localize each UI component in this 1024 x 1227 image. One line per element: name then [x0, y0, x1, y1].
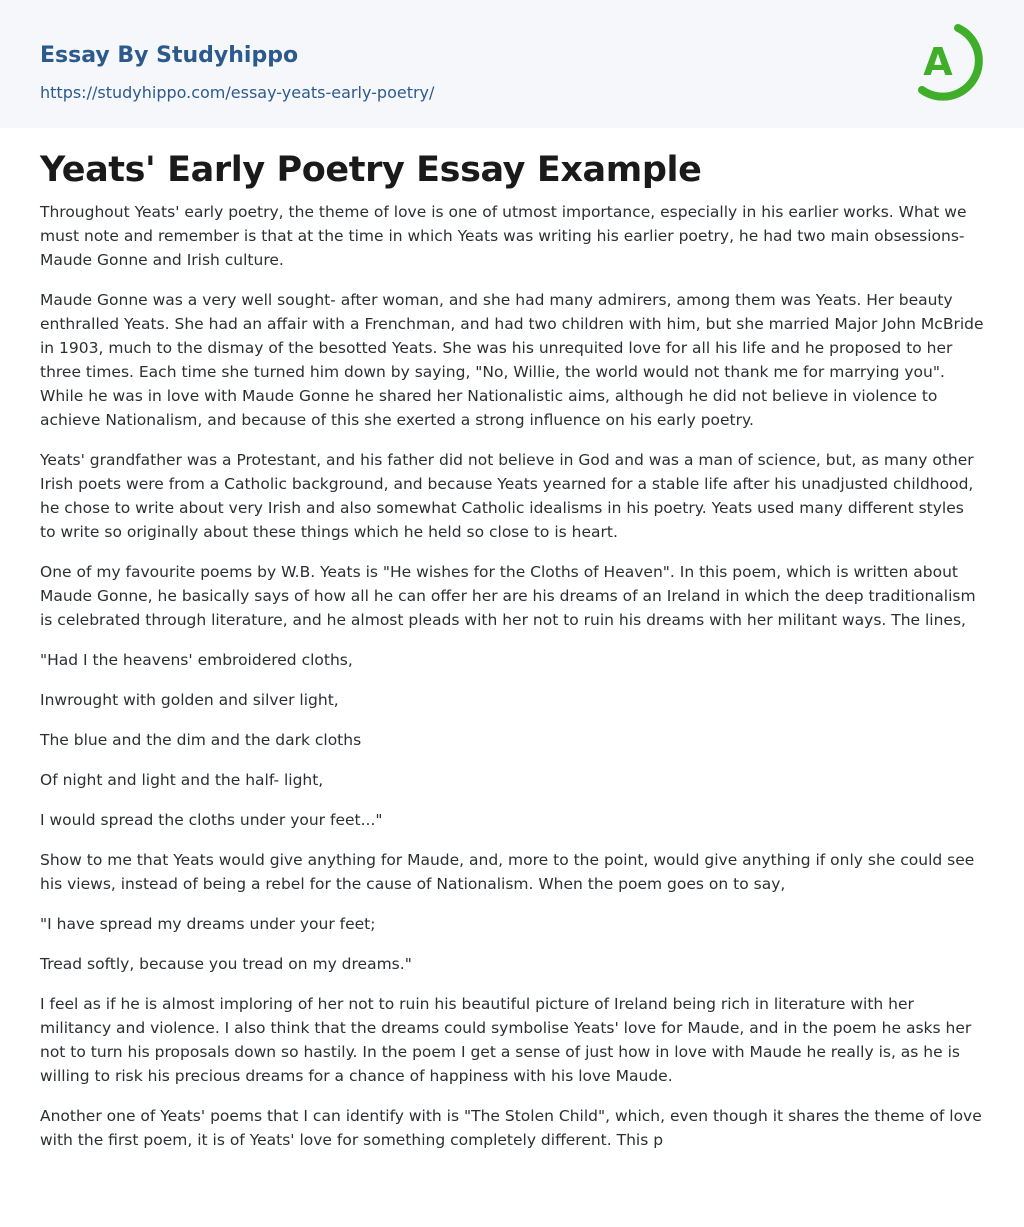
site-header: [0, 0, 1024, 128]
essay-paragraph: Maude Gonne was a very well sought- after woman, and she had many admirers, among them was Yeats. Her beauty enthralled Yeats. She had an affair with a Frenchman, and had two children with him, but she married Major John McBride in 1903, much to the dismay of the besotted Yeats. She was his unrequited love for all his life and he proposed to her three times. Each time she turned him down by saying, "No, Willie, the world would not thank me for marrying you". While he was in love with Maude Gonne he shared her Nationalistic aims, although he did not believe in violence to achieve Nationalism, and because of this she exerted a strong influence on his early poetry.: [40, 291, 984, 429]
essay-url-link[interactable]: https://studyhippo.com/essay-yeats-early-poetry/: [40, 83, 435, 102]
site-brand: Essay By Studyhippo: [40, 43, 299, 68]
poem-line: Of night and light and the half- light,: [40, 771, 324, 789]
studyhippo-logo: [912, 18, 984, 106]
poem-line: Tread softly, because you tread on my dreams.": [40, 955, 412, 973]
poem-line: The blue and the dim and the dark cloths: [40, 731, 362, 749]
poem-line: I would spread the cloths under your feet...": [40, 811, 383, 829]
essay-title: Yeats' Early Poetry Essay Example: [40, 150, 702, 190]
poem-line: Inwrought with golden and silver light,: [40, 691, 339, 709]
poem-line: "Had I the heavens' embroidered cloths,: [40, 651, 353, 669]
essay-paragraph: Show to me that Yeats would give anything for Maude, and, more to the point, would give anything if only she could see his views, instead of being a rebel for the cause of Nationalism. When the poem goes on to say,: [40, 851, 975, 893]
essay-content: [0, 128, 1024, 1152]
essay-paragraph: Yeats' grandfather was a Protestant, and his father did not believe in God and was a man of science, but, as many other Irish poets were from a Catholic background, and because Yeats yearned for a stable life after his unadjusted childhood, he chose to write about very Irish and also somewhat Catholic idealisms in his poetry. Yeats used many different styles to write so originally about these things which he held so close to is heart.: [40, 451, 974, 541]
logo-icon: [912, 18, 984, 106]
poem-line: "I have spread my dreams under your feet;: [40, 915, 376, 933]
essay-paragraph: Another one of Yeats' poems that I can identify with is "The Stolen Child", which, even though it shares the theme of love with the first poem, it is of Yeats' love for something completely different. This p: [40, 1107, 982, 1149]
essay-paragraph: I feel as if he is almost imploring of her not to ruin his beautiful picture of Ireland being rich in literature with her militancy and violence. I also think that the dreams could symbolise Yeats' love for Maude, and in the poem he asks her not to turn his proposals down so hastily. In the poem I get a sense of just how in love with Maude he really is, as he is willing to risk his precious dreams for a chance of happiness with his love Maude.: [40, 995, 972, 1085]
essay-paragraph: One of my favourite poems by W.B. Yeats is "He wishes for the Cloths of Heaven". In this poem, which is written about Maude Gonne, he basically says of how all he can offer her are his dreams of an Ireland in which the deep traditionalism is celebrated through literature, and he almost pleads with her not to ruin his dreams with her militant ways. The lines,: [40, 563, 976, 629]
logo-letter: A: [923, 40, 953, 84]
essay-paragraph: Throughout Yeats' early poetry, the theme of love is one of utmost importance, especially in his earlier works. What we must note and remember is that at the time in which Yeats was writing his earlier poetry, he had two main obsessions- Maude Gonne and Irish culture.: [40, 203, 967, 269]
